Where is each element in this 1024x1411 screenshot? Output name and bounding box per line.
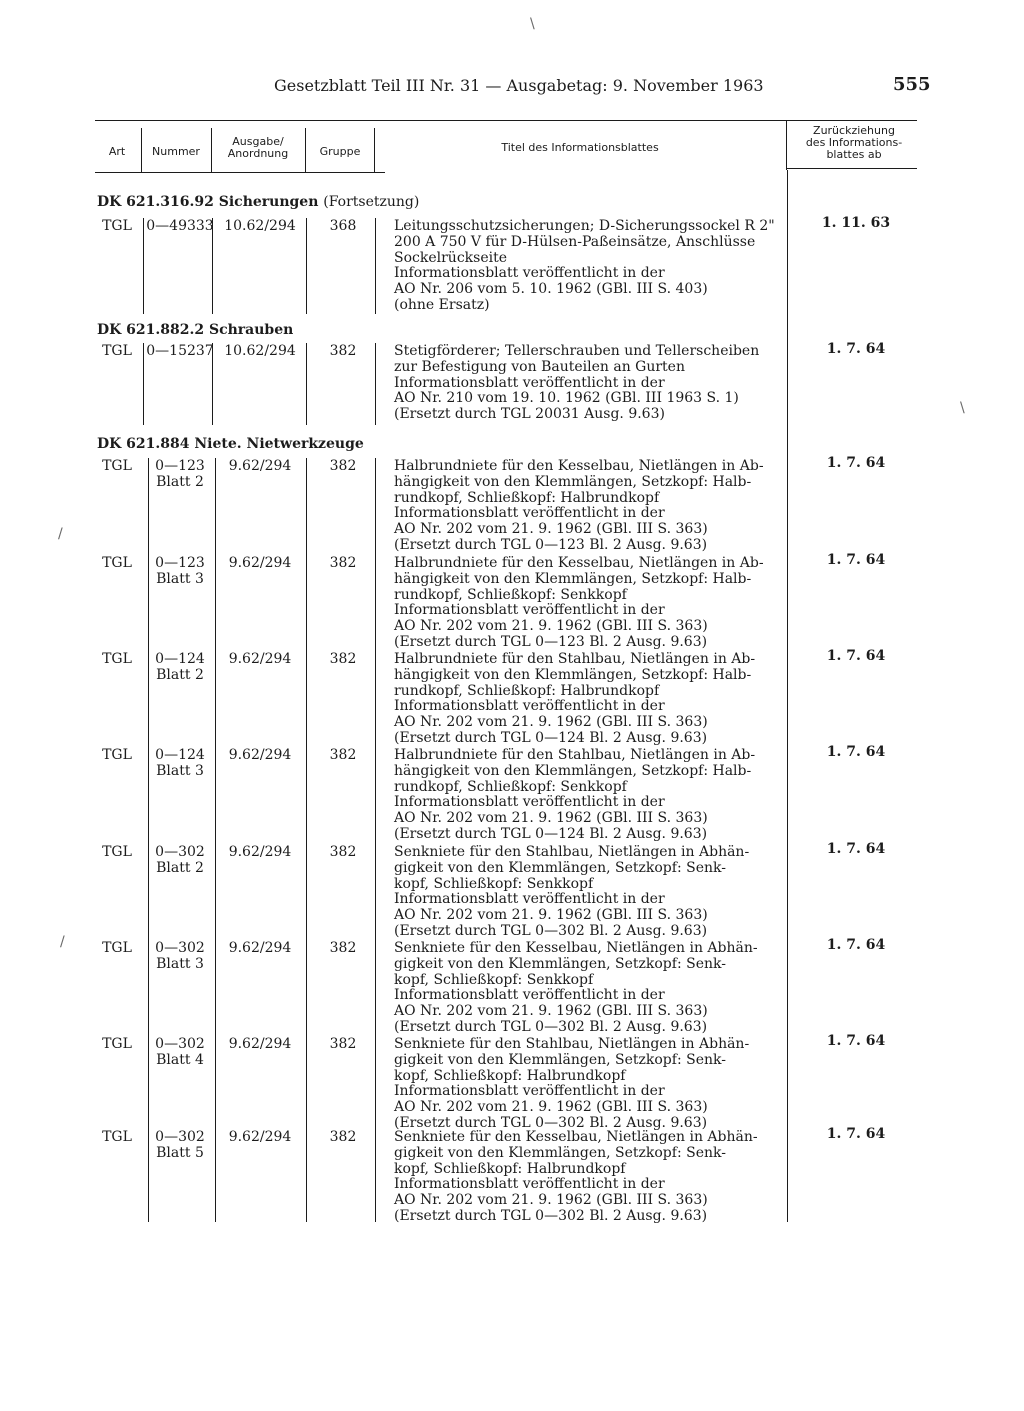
entry-ausgabe: 9.62/294 — [228, 747, 292, 763]
entry-gruppe: 382 — [329, 1036, 357, 1052]
entry-datum: 1. 7. 64 — [826, 1126, 886, 1142]
entry-datum: 1. 7. 64 — [826, 341, 886, 357]
entry-nummer — [146, 1037, 214, 1069]
entry-ausgabe: 9.62/294 — [228, 1129, 292, 1145]
entry-titel-line: gigkeit von den Klemmlängen, Setzkopf: Senk- — [394, 955, 726, 972]
entry-datum: 1. 7. 64 — [826, 648, 886, 664]
entry-datum: 1. 7. 64 — [826, 1033, 886, 1049]
entry-titel-line: (Ersetzt durch TGL 0—123 Bl. 2 Ausg. 9.63) — [394, 536, 708, 553]
entry-nummer-line: Blatt 4 — [156, 1051, 204, 1068]
entry-titel-line: rundkopf, Schließkopf: Senkkopf — [394, 778, 627, 795]
entry-titel — [394, 1130, 786, 1225]
column-header-zurueck-line: Zurückziehung — [813, 124, 895, 137]
entry-gruppe: 382 — [329, 844, 357, 860]
entry-titel-line: AO Nr. 202 vom 21. 9. 1962 (GBl. III S. 363) — [394, 1192, 708, 1209]
row-divider — [375, 343, 376, 425]
entry-titel-line: Halbrundniete für den Kesselbau, Nietlängen in Ab- — [394, 458, 764, 474]
section-heading-text: DK 621.884 Niete. Nietwerkzeuge — [97, 436, 364, 452]
scan-mark: / — [58, 526, 63, 542]
entry-titel-line: (Ersetzt durch TGL 0—302 Bl. 2 Ausg. 9.63) — [394, 1207, 708, 1224]
entry-nummer — [146, 941, 214, 973]
entry-nummer — [146, 845, 214, 877]
row-divider — [375, 218, 376, 314]
section-heading-text: DK 621.316.92 Sicherungen — [97, 194, 319, 210]
entry-titel-line: (Ersetzt durch TGL 0—124 Bl. 2 Ausg. 9.63) — [394, 729, 708, 746]
column-header-ausgabe-line: Anordnung — [227, 147, 289, 160]
entry-titel-line: Halbrundniete für den Stahlbau, Nietlängen in Ab- — [394, 651, 756, 667]
table-top-rule — [95, 120, 917, 121]
entry-titel-line: kopf, Schließkopf: Senkkopf — [394, 875, 594, 892]
entry-nummer — [146, 219, 214, 235]
entry-art: TGL — [102, 458, 132, 474]
entry-nummer-line: 0—302 — [155, 1036, 205, 1052]
column-header-ausgabe — [213, 136, 303, 160]
column-divider — [786, 120, 787, 170]
entry-nummer-line: 0—49333 — [146, 218, 214, 234]
table-header-bottom-rule — [95, 172, 385, 173]
row-divider — [306, 218, 307, 314]
entry-titel-line: kopf, Schließkopf: Halbrundkopf — [394, 1067, 626, 1084]
entry-titel — [394, 556, 786, 651]
entry-titel-line: gigkeit von den Klemmlängen, Setzkopf: Senk- — [394, 859, 726, 876]
section-heading-niete — [97, 436, 364, 452]
entry-titel-line: (Ersetzt durch TGL 0—124 Bl. 2 Ausg. 9.63) — [394, 825, 708, 842]
column-divider — [141, 128, 142, 172]
entry-titel-line: Stetigförderer; Tellerschrauben und Tellerscheiben — [394, 343, 760, 359]
entry-datum: 1. 7. 64 — [826, 455, 886, 471]
right-column-divider — [787, 170, 788, 1222]
entry-ausgabe: 9.62/294 — [228, 940, 292, 956]
row-divider — [375, 458, 376, 1222]
column-divider — [305, 128, 306, 172]
entry-ausgabe: 9.62/294 — [228, 1036, 292, 1052]
entry-datum: 1. 7. 64 — [826, 552, 886, 568]
entry-nummer — [146, 1130, 214, 1162]
entry-nummer-line: 0—123 — [155, 555, 205, 571]
entry-titel-line: zur Befestigung von Bauteilen an Gurten — [394, 358, 685, 375]
column-header-ausgabe-line: Ausgabe/ — [232, 135, 284, 148]
entry-gruppe: 382 — [329, 747, 357, 763]
entry-gruppe: 382 — [329, 343, 357, 359]
entry-nummer — [146, 556, 214, 588]
column-divider — [374, 128, 375, 172]
entry-titel-line: 200 A 750 V für D-Hülsen-Paßeinsätze, Anschlüsse — [394, 233, 756, 250]
section-heading-sicherungen — [97, 194, 419, 210]
entry-titel-line: Informationsblatt veröffentlicht in der — [394, 794, 665, 811]
entry-titel — [394, 845, 786, 940]
column-header-gruppe: Gruppe — [319, 145, 361, 158]
column-header-zurueck-line: blattes ab — [826, 148, 882, 161]
table-header-bottom-rule-right — [786, 168, 917, 169]
entry-titel — [394, 459, 786, 554]
entry-datum: 1. 7. 64 — [826, 937, 886, 953]
entry-titel-line: gigkeit von den Klemmlängen, Setzkopf: Senk- — [394, 1144, 726, 1161]
entry-titel-line: hängigkeit von den Klemmlängen, Setzkopf: Halb- — [394, 570, 752, 587]
entry-titel-line: (Ersetzt durch TGL 0—302 Bl. 2 Ausg. 9.63) — [394, 1114, 708, 1131]
row-divider — [143, 218, 144, 314]
entry-datum: 1. 7. 64 — [826, 744, 886, 760]
page-header-title: Gesetzblatt Teil III Nr. 31 — Ausgabetag: 9. November 1963 — [274, 76, 764, 95]
entry-nummer — [146, 459, 214, 491]
entry-datum: 1. 11. 63 — [821, 215, 891, 231]
entry-datum: 1. 7. 64 — [826, 841, 886, 857]
entry-nummer — [146, 748, 214, 780]
entry-titel-line: Senkniete für den Kesselbau, Nietlängen in Abhän- — [394, 1129, 758, 1145]
entry-titel-line: rundkopf, Schließkopf: Senkkopf — [394, 586, 627, 603]
column-header-nummer: Nummer — [152, 145, 200, 158]
column-header-art: Art — [108, 145, 126, 158]
entry-titel-line: Halbrundniete für den Kesselbau, Nietlängen in Ab- — [394, 555, 764, 571]
entry-nummer-line: 0—302 — [155, 844, 205, 860]
entry-titel-line: hängigkeit von den Klemmlängen, Setzkopf: Halb- — [394, 473, 752, 490]
section-heading-text: DK 621.882.2 Schrauben — [97, 322, 294, 338]
entry-titel-line: hängigkeit von den Klemmlängen, Setzkopf: Halb- — [394, 762, 752, 779]
entry-ausgabe: 10.62/294 — [224, 218, 296, 234]
entry-titel-line: (Ersetzt durch TGL 0—302 Bl. 2 Ausg. 9.63) — [394, 922, 708, 939]
entry-nummer-line: 0—302 — [155, 940, 205, 956]
column-header-zurueck-line: des Informations- — [805, 136, 903, 149]
column-header-titel: Titel des Informationsblattes — [501, 141, 659, 154]
entry-titel-line: Informationsblatt veröffentlicht in der — [394, 698, 665, 715]
entry-art: TGL — [102, 1036, 132, 1052]
column-header-zurueckziehung — [788, 125, 920, 161]
entry-titel-line: AO Nr. 210 vom 19. 10. 1962 (GBl. III 1963 S. 1) — [394, 390, 739, 407]
entry-titel-line: kopf, Schließkopf: Halbrundkopf — [394, 1160, 626, 1177]
entry-nummer-line: Blatt 3 — [156, 570, 204, 587]
entry-titel — [394, 1037, 786, 1132]
entry-titel-line: rundkopf, Schließkopf: Halbrundkopf — [394, 682, 660, 699]
entry-art: TGL — [102, 940, 132, 956]
entry-titel-line: Informationsblatt veröffentlicht in der — [394, 1176, 665, 1193]
entry-art: TGL — [102, 1129, 132, 1145]
section-heading-note: (Fortsetzung) — [323, 194, 420, 210]
entry-titel — [394, 941, 786, 1036]
entry-titel-line: hängigkeit von den Klemmlängen, Setzkopf: Halb- — [394, 666, 752, 683]
entry-titel-line: AO Nr. 202 vom 21. 9. 1962 (GBl. III S. 363) — [394, 1099, 708, 1116]
entry-titel-line: Informationsblatt veröffentlicht in der — [394, 374, 665, 391]
entry-ausgabe: 9.62/294 — [228, 844, 292, 860]
entry-titel-line: (Ersetzt durch TGL 20031 Ausg. 9.63) — [394, 406, 665, 423]
entry-gruppe: 382 — [329, 458, 357, 474]
entry-art: TGL — [102, 651, 132, 667]
entry-titel-line: Halbrundniete für den Stahlbau, Nietlängen in Ab- — [394, 747, 756, 763]
entry-titel-line: Sockelrückseite — [394, 249, 507, 266]
entry-titel — [394, 344, 786, 423]
entry-titel-line: (ohne Ersatz) — [394, 296, 490, 313]
row-divider — [143, 343, 144, 425]
entry-nummer-line: 0—124 — [155, 651, 205, 667]
entry-nummer — [146, 344, 214, 360]
entry-nummer — [146, 652, 214, 684]
entry-nummer-line: Blatt 3 — [156, 762, 204, 779]
entry-titel-line: Informationsblatt veröffentlicht in der — [394, 265, 665, 282]
entry-titel-line: AO Nr. 202 vom 21. 9. 1962 (GBl. III S. 363) — [394, 618, 708, 635]
entry-gruppe: 382 — [329, 651, 357, 667]
scan-mark: \ — [960, 400, 965, 416]
entry-titel-line: Senkniete für den Stahlbau, Nietlängen in Abhän- — [394, 1036, 750, 1052]
entry-titel — [394, 748, 786, 843]
entry-titel — [394, 652, 786, 747]
entry-ausgabe: 9.62/294 — [228, 555, 292, 571]
entry-titel-line: Informationsblatt veröffentlicht in der — [394, 505, 665, 522]
entry-titel-line: AO Nr. 202 vom 21. 9. 1962 (GBl. III S. 363) — [394, 907, 708, 924]
scan-mark: \ — [530, 16, 535, 32]
entry-titel-line: Informationsblatt veröffentlicht in der — [394, 1083, 665, 1100]
entry-nummer-line: Blatt 5 — [156, 1144, 204, 1161]
entry-titel-line: kopf, Schließkopf: Senkkopf — [394, 971, 594, 988]
entry-art: TGL — [102, 218, 132, 234]
entry-titel-line: AO Nr. 202 vom 21. 9. 1962 (GBl. III S. 363) — [394, 521, 708, 538]
entry-titel-line: Informationsblatt veröffentlicht in der — [394, 602, 665, 619]
page-number: 555 — [893, 74, 931, 95]
entry-ausgabe: 10.62/294 — [224, 343, 296, 359]
entry-nummer-line: Blatt 2 — [156, 859, 204, 876]
entry-art: TGL — [102, 343, 132, 359]
entry-nummer-line: 0—123 — [155, 458, 205, 474]
column-divider — [211, 128, 212, 172]
entry-ausgabe: 9.62/294 — [228, 651, 292, 667]
entry-titel-line: (Ersetzt durch TGL 0—302 Bl. 2 Ausg. 9.63) — [394, 1018, 708, 1035]
entry-titel — [394, 219, 786, 314]
row-divider — [215, 458, 216, 1222]
entry-titel-line: AO Nr. 202 vom 21. 9. 1962 (GBl. III S. 363) — [394, 714, 708, 731]
entry-titel-line: Senkniete für den Kesselbau, Nietlängen in Abhän- — [394, 940, 758, 956]
entry-titel-line: AO Nr. 202 vom 21. 9. 1962 (GBl. III S. 363) — [394, 810, 708, 827]
entry-nummer-line: 0—124 — [155, 747, 205, 763]
entry-nummer-line: Blatt 2 — [156, 473, 204, 490]
section-heading-schrauben — [97, 322, 293, 338]
entry-titel-line: Senkniete für den Stahlbau, Nietlängen in Abhän- — [394, 844, 750, 860]
entry-titel-line: Leitungsschutzsicherungen; D-Sicherungssockel R 2" — [394, 218, 775, 234]
entry-nummer-line: Blatt 3 — [156, 955, 204, 972]
entry-titel-line: AO Nr. 202 vom 21. 9. 1962 (GBl. III S. 363) — [394, 1003, 708, 1020]
entry-gruppe: 382 — [329, 1129, 357, 1145]
entry-ausgabe: 9.62/294 — [228, 458, 292, 474]
entry-titel-line: AO Nr. 206 vom 5. 10. 1962 (GBl. III S. 403) — [394, 281, 708, 298]
scan-mark: / — [60, 934, 65, 950]
entry-art: TGL — [102, 555, 132, 571]
entry-art: TGL — [102, 844, 132, 860]
entry-gruppe: 382 — [329, 940, 357, 956]
entry-titel-line: Informationsblatt veröffentlicht in der — [394, 987, 665, 1004]
entry-gruppe: 382 — [329, 555, 357, 571]
row-divider — [306, 343, 307, 425]
entry-nummer-line: 0—15237 — [146, 343, 214, 359]
entry-nummer-line: 0—302 — [155, 1129, 205, 1145]
entry-titel-line: rundkopf, Schließkopf: Halbrundkopf — [394, 489, 660, 506]
entry-titel-line: (Ersetzt durch TGL 0—123 Bl. 2 Ausg. 9.63) — [394, 633, 708, 650]
entry-titel-line: gigkeit von den Klemmlängen, Setzkopf: Senk- — [394, 1051, 726, 1068]
row-divider — [306, 458, 307, 1222]
entry-gruppe: 368 — [329, 218, 357, 234]
entry-titel-line: Informationsblatt veröffentlicht in der — [394, 891, 665, 908]
entry-nummer-line: Blatt 2 — [156, 666, 204, 683]
entry-art: TGL — [102, 747, 132, 763]
